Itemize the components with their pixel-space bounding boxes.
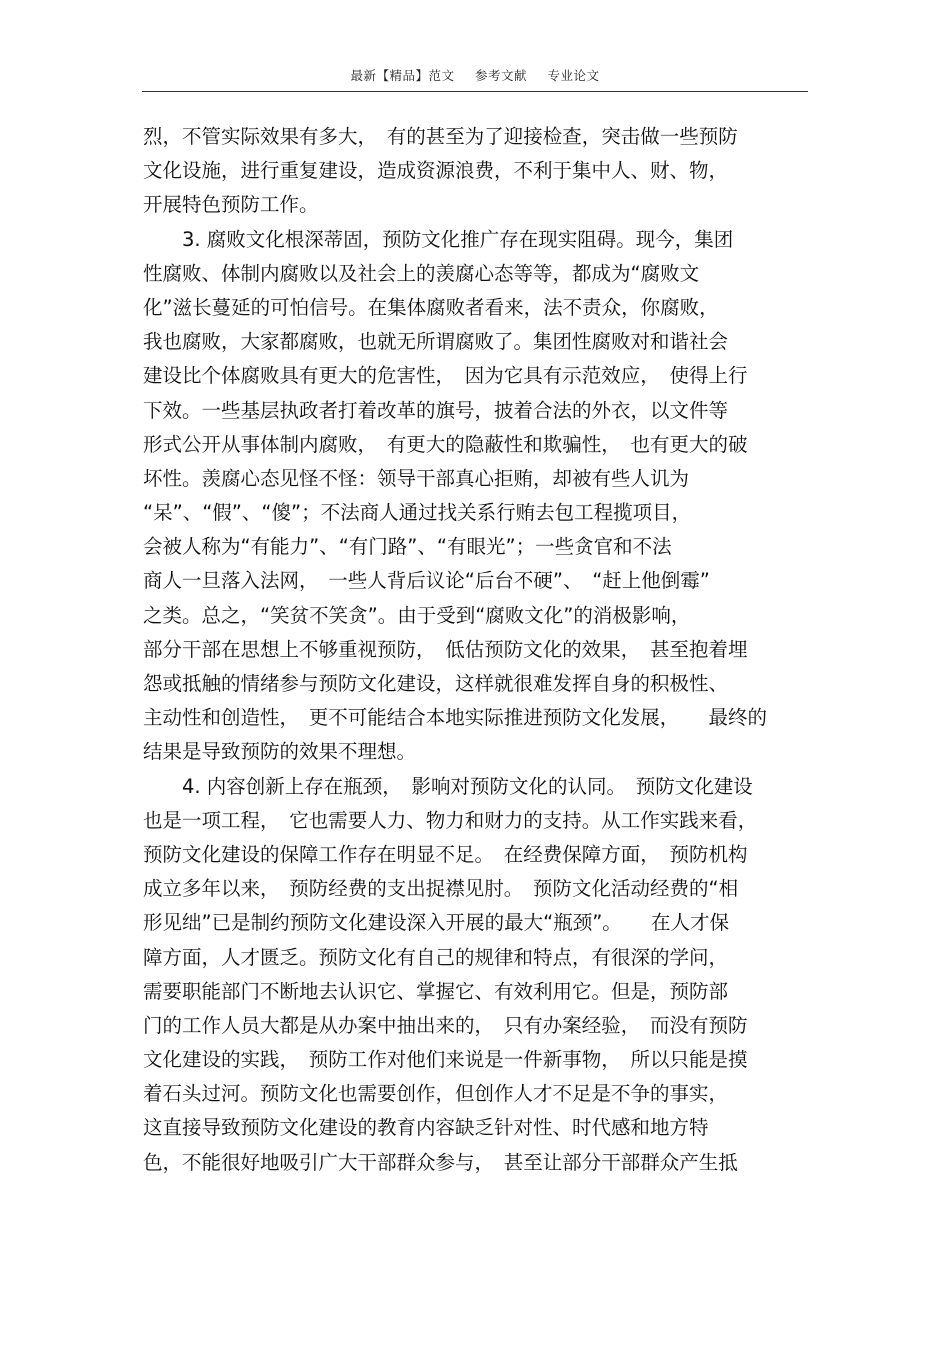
text-line: 部分干部在思想上不够重视预防， 低估预防文化的效果， 甚至抱着埋 xyxy=(143,637,748,661)
text-line: 着石头过河。预防文化也需要创作，但创作人才不足是不争的事实， xyxy=(143,1082,729,1106)
text-line: 障方面，人才匮乏。预防文化有自己的规律和特点，有很深的学问， xyxy=(143,945,729,969)
document-body xyxy=(143,120,823,1180)
text-line: 成立多年以来， 预防经费的支出捉襟见肘。 预防文化活动经费的“相 xyxy=(143,877,739,901)
header-item-references: 参考文献 xyxy=(474,68,527,83)
text-line: 开展特色预防工作。 xyxy=(143,193,319,217)
text-line: 文化建设的实践， 预防工作对他们来说是一件新事物， 所以只能是摸 xyxy=(143,1048,748,1072)
text-line: 会被人称为“有能力”、“有门路”、“有眼光”；一些贪官和不法 xyxy=(143,535,672,559)
text-line: 烈，不管实际效果有多大， 有的甚至为了迎接检查，突击做一些预防 xyxy=(143,125,738,148)
text-line: 商人一旦落入法网， 一些人背后议论“后台不硬”、 “赶上他倒霉” xyxy=(143,569,710,593)
text-line: 形见绌”已是制约预防文化建设深入开展的最大“瓶颈”。 在人才保 xyxy=(143,911,730,935)
text-line: 也是一项工程， 它也需要人力、物力和财力的支持。从工作实践来看， xyxy=(143,808,758,832)
text-line: 主动性和创造性， 更不可能结合本地实际推进预防文化发展， 最终的 xyxy=(143,706,768,730)
text-line: 怨或抵触的情绪参与预防文化建设，这样就很难发挥自身的积极性、 xyxy=(143,672,729,695)
text-line: 这直接导致预防文化建设的教育内容缺乏针对性、时代感和地方特 xyxy=(143,1116,709,1140)
text-line: 形式公开从事体制内腐败， 有更大的隐蔽性和欺骗性， 也有更大的破 xyxy=(143,432,748,456)
header-item-papers: 专业论文 xyxy=(547,68,600,83)
text-line: 需要职能部门不断地去认识它、掌握它、有效利用它。但是，预防部 xyxy=(143,979,729,1003)
text-line: 4. 内容创新上存在瓶颈， 影响对预防文化的认同。 预防文化建设 xyxy=(143,774,753,798)
header-divider xyxy=(142,91,808,92)
text-line: 下效。一些基层执政者打着改革的旗号，披着合法的外衣，以文件等 xyxy=(143,398,729,422)
text-line: 性腐败、体制内腐败以及社会上的羡腐心态等等，都成为“腐败文 xyxy=(143,261,700,285)
text-line: 色，不能很好地吸引广大干部群众参与， 甚至让部分干部群众产生抵 xyxy=(143,1150,738,1174)
text-line: 坏性。羡腐心态见怪不怪：领导干部真心拒贿，却被有些人讥为 xyxy=(143,466,690,490)
text-line: 之类。总之，“笑贫不笑贪”。由于受到“腐败文化”的消极影响， xyxy=(143,603,691,627)
text-line: 文化设施，进行重复建设，造成资源浪费，不利于集中人、财、物， xyxy=(143,159,729,183)
text-line: 我也腐败，大家都腐败，也就无所谓腐败了。集团性腐败对和谐社会 xyxy=(143,330,729,354)
text-line: 化”滋长蔓延的可怕信号。在集体腐败者看来，法不责众，你腐败， xyxy=(143,295,719,319)
text-line: 建设比个体腐败具有更大的危害性， 因为它具有示范效应， 使得上行 xyxy=(143,364,748,388)
text-line: 3. 腐败文化根深蒂固，预防文化推广存在现实阻碍。现今，集团 xyxy=(143,227,734,251)
header-item-selected-essays: 最新【精品】范文 xyxy=(350,68,455,83)
text-line: “呆”、“假”、“傻”；不法商人通过找关系行贿去包工程揽项目， xyxy=(143,501,692,525)
text-line: 结果是导致预防的效果不理想。 xyxy=(143,740,417,764)
text-line: 门的工作人员大都是从办案中抽出来的， 只有办案经验， 而没有预防 xyxy=(143,1013,748,1037)
page-header xyxy=(0,66,950,84)
text-line: 预防文化建设的保障工作存在明显不足。 在经费保障方面， 预防机构 xyxy=(143,842,748,866)
